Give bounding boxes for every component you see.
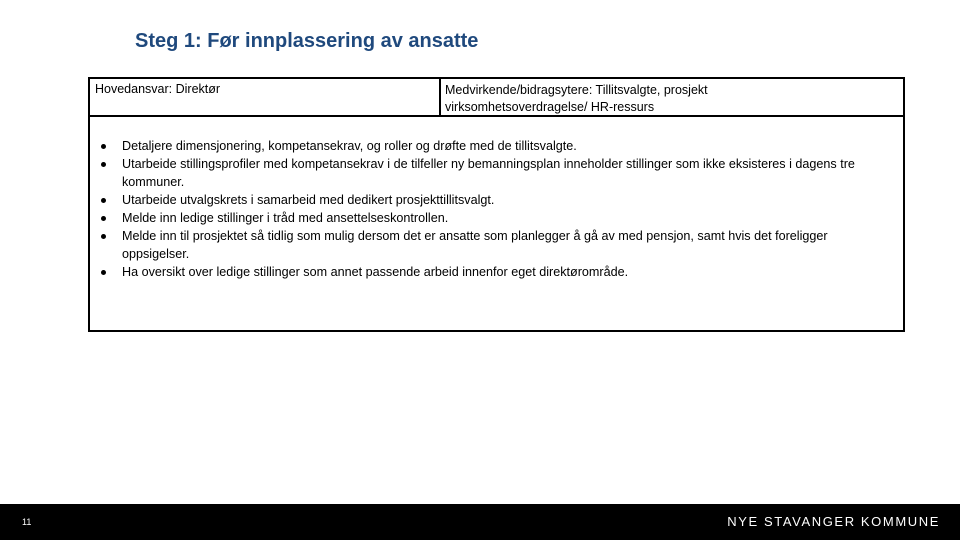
list-item	[98, 209, 898, 227]
list-item-text: Ha oversikt over ledige stillinger som annet passende arbeid innenfor eget direktørområde.	[122, 265, 629, 279]
responsibility-table	[88, 77, 905, 332]
column-divider	[439, 79, 441, 115]
list-item	[98, 227, 898, 263]
list-item	[98, 263, 898, 281]
list-item-text: Detaljere dimensjonering, kompetansekrav, og roller og drøfte med de tillitsvalgte.	[122, 139, 577, 153]
footer-bar	[0, 504, 960, 540]
list-item	[98, 155, 898, 191]
task-list	[98, 137, 898, 281]
table-header-row	[90, 79, 903, 117]
bullet-icon	[101, 162, 106, 167]
slide-title: Steg 1: Før innplassering av ansatte	[135, 30, 479, 52]
brand-logo-text: NYE STAVANGER KOMMUNE	[727, 514, 940, 529]
header-contributors: Medvirkende/bidragsytere: Tillitsvalgte, prosjekt virksomhetsoverdragelse/ HR-ressurs	[445, 83, 708, 114]
list-item-text: Utarbeide utvalgskrets i samarbeid med dedikert prosjekttillitsvalgt.	[122, 193, 495, 207]
bullet-icon	[101, 270, 106, 275]
list-item-text: Utarbeide stillingsprofiler med kompetansekrav i de tilfeller ny bemanningsplan inneholder stillinger som ikke eksisteres i dagens tre kommuner.	[122, 157, 855, 189]
header-main-responsible: Hovedansvar: Direktør	[95, 82, 221, 96]
bullet-icon	[101, 216, 106, 221]
table-body-cell	[90, 117, 903, 330]
bullet-icon	[101, 144, 106, 149]
list-item-text: Melde inn til prosjektet så tidlig som mulig dersom det er ansatte som planlegger å gå av med pensjon, samt hvis det foreligger oppsigelser.	[122, 229, 828, 261]
bullet-icon	[101, 198, 106, 203]
list-item-text: Melde inn ledige stillinger i tråd med ansettelseskontrollen.	[122, 211, 449, 225]
page-number: 11	[22, 517, 32, 527]
list-item	[98, 191, 898, 209]
list-item	[98, 137, 898, 155]
bullet-icon	[101, 234, 106, 239]
